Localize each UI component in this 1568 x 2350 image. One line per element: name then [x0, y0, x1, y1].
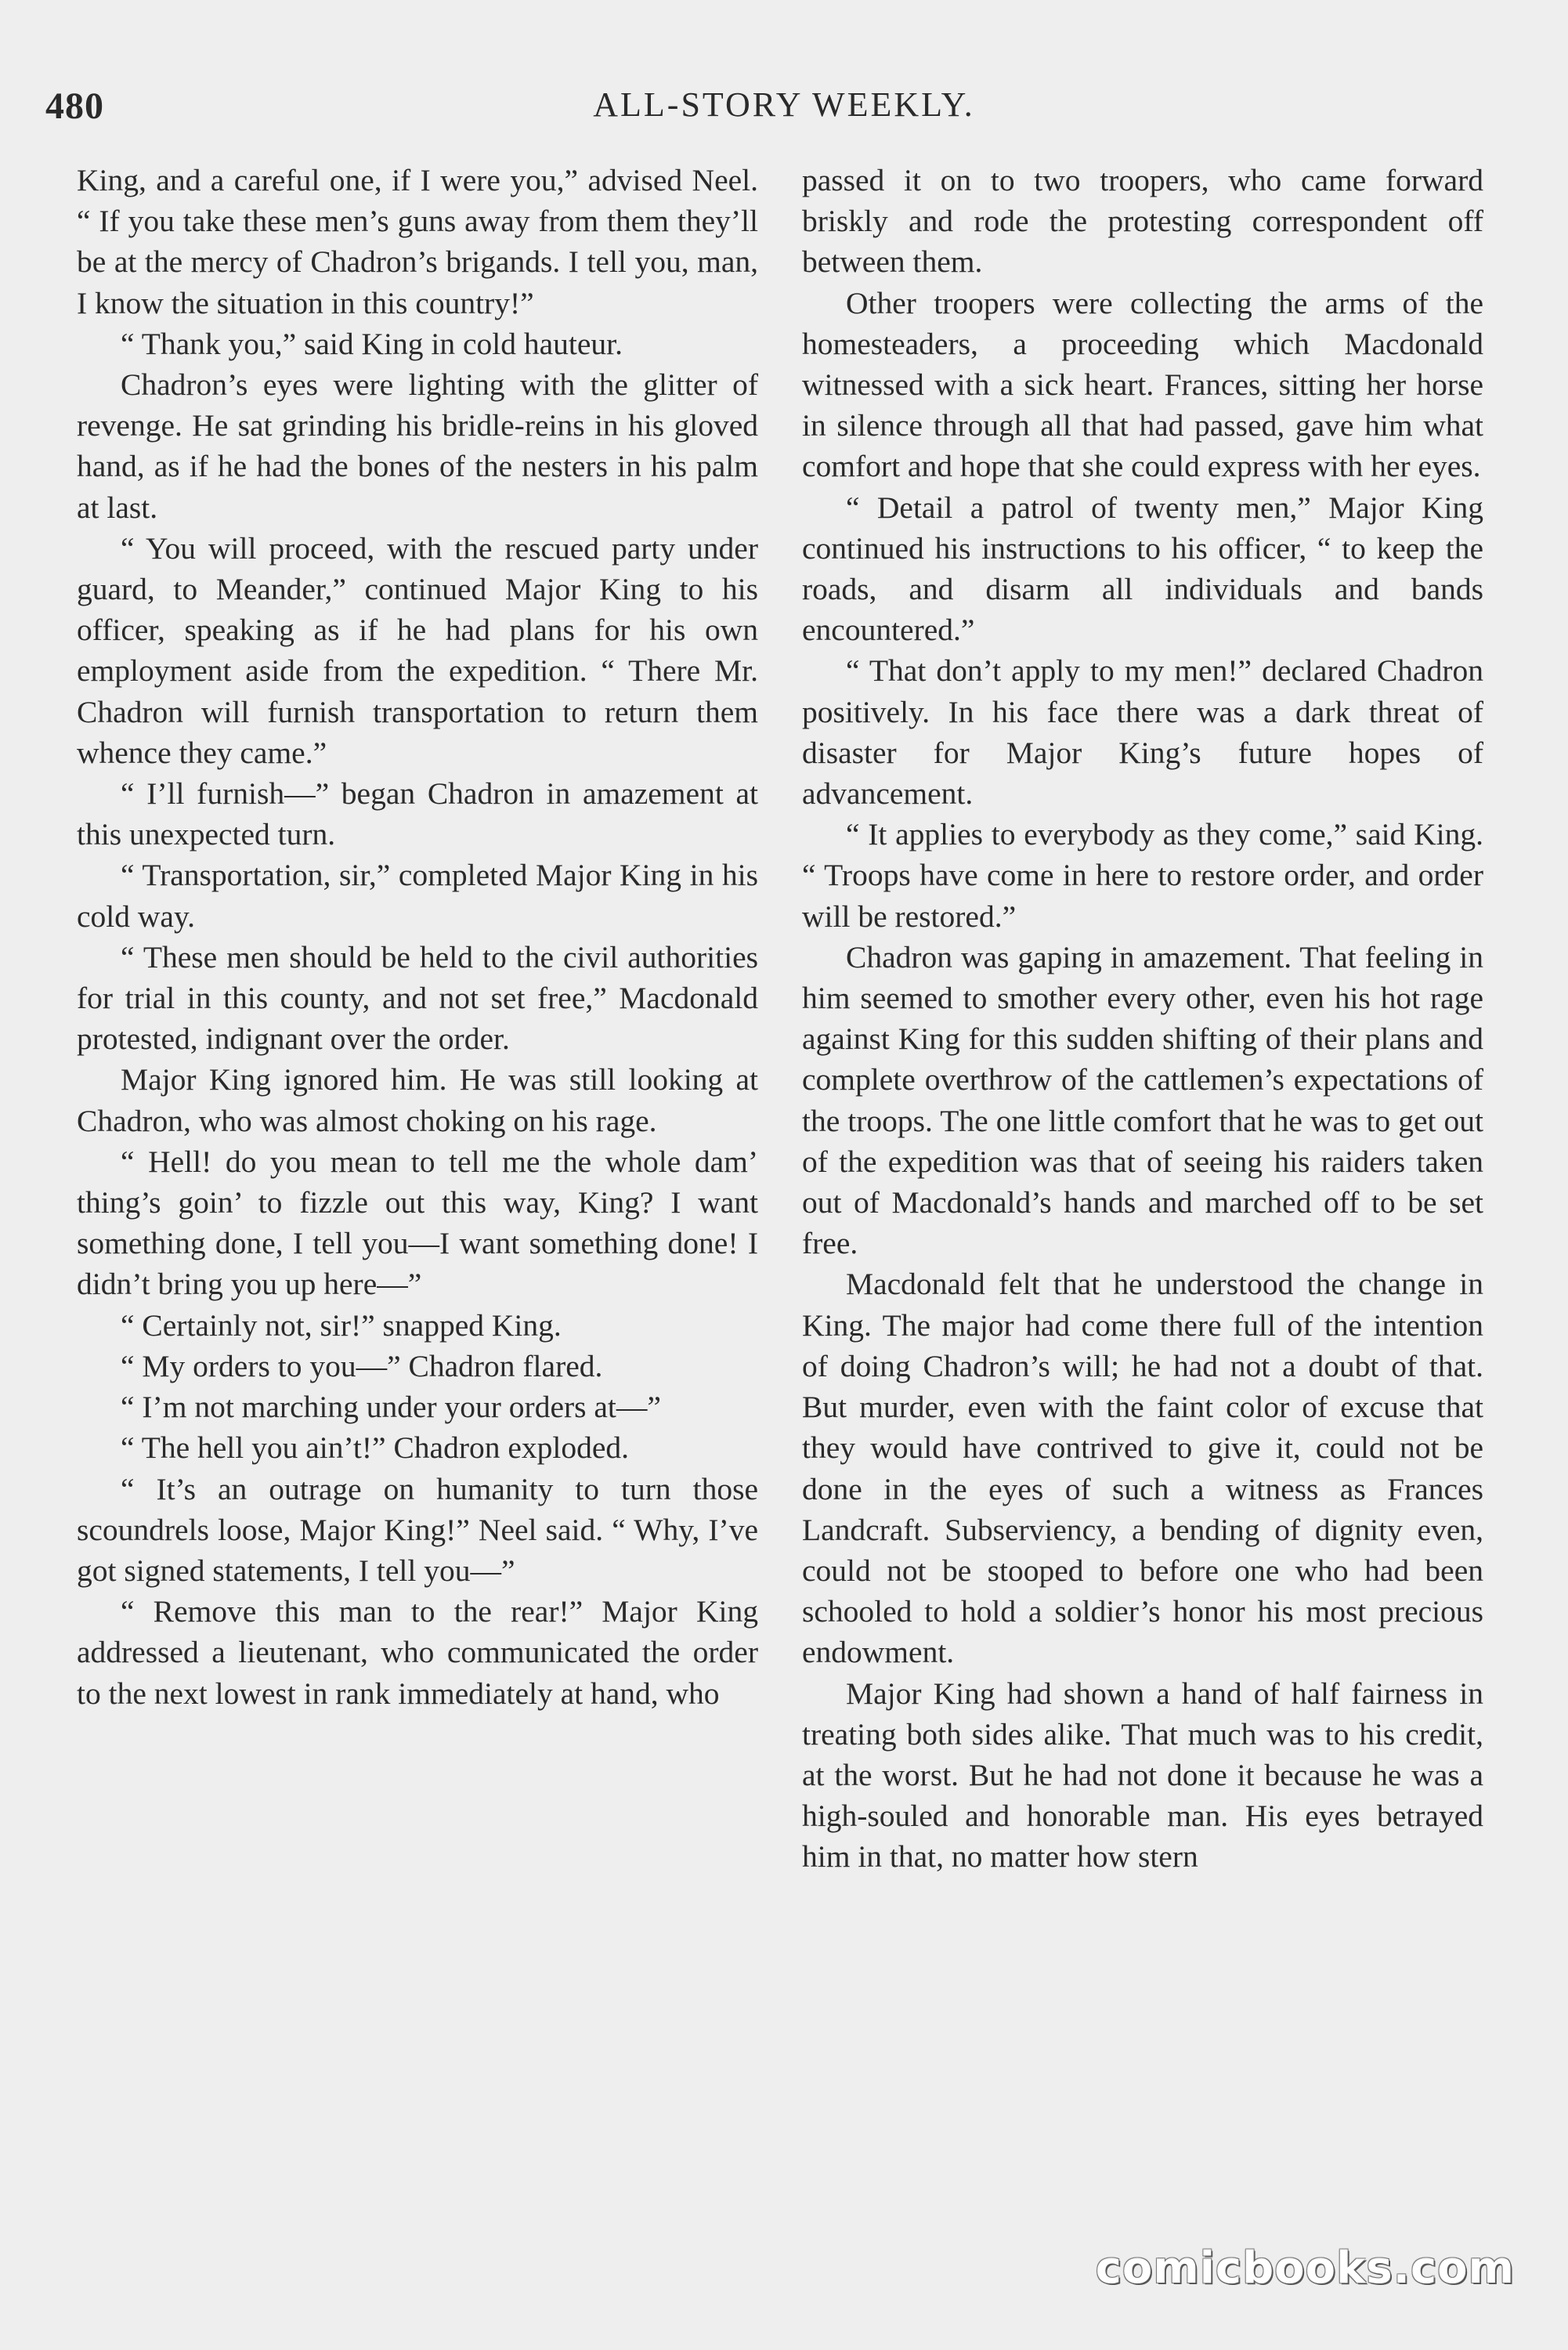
paragraph: “ The hell you ain’t!” Chadron exploded.: [121, 1430, 630, 1466]
paragraph: Major King had shown a hand of half fairness in treating both sides alike. That much was to his credit, at the worst. But he had not done it because he was a high-souled and honorable man. His eyes betrayed him in that, no matter how stern: [802, 1676, 1483, 1875]
paragraph: “ It applies to everybody as they come,” said King. “ Troops have come in here to restore order, and order will be restored.”: [802, 817, 1483, 934]
page-header: [0, 85, 1568, 132]
paragraph: “ I’ll furnish—” began Chadron in amazement at this unexpected turn.: [77, 776, 758, 852]
paragraph: “ You will proceed, with the rescued party under guard, to Meander,” continued Major King to his officer, speaking as if he had plans for his own employment aside from the expedition. “ There Mr. Chadron will furnish transportation to return them whence they came.”: [77, 530, 758, 770]
running-title: ALL-STORY WEEKLY.: [593, 85, 975, 124]
paragraph: passed it on to two troopers, who came forward briskly and rode the protesting correspondent off between them.: [802, 163, 1483, 280]
paragraph: “ My orders to you—” Chadron flared.: [121, 1348, 603, 1383]
paragraph: “ It’s an outrage on humanity to turn those scoundrels loose, Major King!” Neel said. “ Why, I’ve got signed statements, I tell you—”: [77, 1471, 758, 1588]
paragraph: Chadron’s eyes were lighting with the glitter of revenge. He sat grinding his bridle-reins in his gloved hand, as if he had the bones of the nesters in his palm at last.: [77, 367, 758, 525]
page-number: 480: [45, 85, 104, 127]
paragraph: “ Thank you,” said King in cold hauteur.: [121, 326, 623, 361]
paragraph: “ Transportation, sir,” completed Major King in his cold way.: [77, 858, 758, 934]
paragraph: “ Certainly not, sir!” snapped King.: [121, 1307, 562, 1343]
left-column: [77, 160, 758, 1714]
watermark-text: comicbooks.com: [1095, 2243, 1515, 2294]
paragraph: King, and a careful one, if I were you,” advised Neel. “ If you take these men’s guns away from them they’ll be at the mercy of Chadron’s brigands. I tell you, man, I know the situation in this country!”: [77, 163, 758, 320]
paragraph: “ Hell! do you mean to tell me the whole dam’ thing’s goin’ to fizzle out this way, King? I want something done, I tell you—I want something done! I didn’t bring you up here—”: [77, 1144, 758, 1302]
paragraph: “ Remove this man to the rear!” Major King addressed a lieutenant, who communicated the order to the next lowest in rank immediately at hand, who: [77, 1594, 758, 1711]
paragraph: Other troopers were collecting the arms of the homesteaders, a proceeding which Macdonald witnessed with a sick heart. Frances, sitting her horse in silence through all that had passed, gave him what comfort and hope that she could express with her eyes.: [802, 285, 1483, 484]
right-column: [802, 160, 1483, 1878]
paragraph: Macdonald felt that he understood the change in King. The major had come there full of the intention of doing Chadron’s will; he had not a doubt of that. But murder, even with the faint color of excuse that they would have contrived to give it, could not be done in the eyes of such a witness as Frances Landcraft. Subserviency, a bending of dignity even, could not be stooped to before one who had been schooled to hold a soldier’s honor his most precious endowment.: [802, 1267, 1483, 1670]
paragraph: “ That don’t apply to my men!” declared Chadron positively. In his face there was a dark threat of disaster for Major King’s future hopes of advancement.: [802, 653, 1483, 812]
paragraph: “ Detail a patrol of twenty men,” Major King continued his instructions to his officer, “ to keep the roads, and disarm all individuals and bands encountered.”: [802, 490, 1483, 648]
paragraph: Major King ignored him. He was still looking at Chadron, who was almost choking on his rage.: [77, 1062, 758, 1138]
paragraph: “ These men should be held to the civil authorities for trial in this county, and not set free,” Macdonald protested, indignant over the order.: [77, 939, 758, 1057]
paragraph: “ I’m not marching under your orders at—”: [121, 1390, 661, 1425]
paragraph: Chadron was gaping in amazement. That feeling in him seemed to smother every other, even his hot rage against King for this sudden shifting of their plans and complete overthrow of the cattlemen’s expectations of the troops. The one little comfort that he was to get out of the expedition was that of seeing his raiders taken out of Macdonald’s hands and marched off to be set free.: [802, 939, 1483, 1261]
